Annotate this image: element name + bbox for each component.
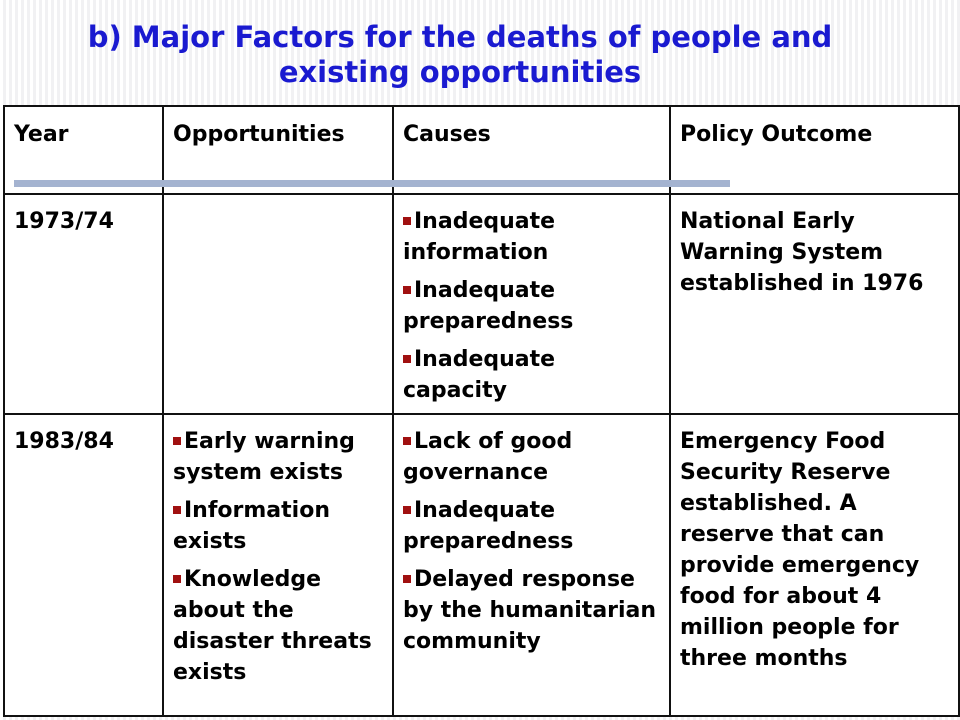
header-opportunities: Opportunities: [163, 106, 393, 194]
header-causes: Causes: [393, 106, 670, 194]
list-item: Inadequate preparedness: [403, 498, 574, 554]
square-bullet-icon: [403, 217, 411, 225]
square-bullet-icon: [403, 506, 411, 514]
square-bullet-icon: [403, 437, 411, 445]
factors-table: [3, 105, 960, 717]
causes-list: [403, 426, 661, 657]
cell-policy-outcome: National Early Warning System established in 1976: [670, 194, 959, 414]
cell-year: 1983/84: [4, 414, 163, 716]
list-item: Knowledge about the disaster threats exists: [173, 567, 372, 685]
list-item: Early warning system exists: [173, 429, 355, 485]
cell-year: 1973/74: [4, 194, 163, 414]
square-bullet-icon: [173, 506, 181, 514]
table-row: [4, 414, 959, 716]
slide-title: [0, 20, 920, 90]
square-bullet-icon: [173, 437, 181, 445]
list-item: Inadequate preparedness: [403, 278, 574, 334]
list-item: Information exists: [173, 498, 330, 554]
square-bullet-icon: [403, 355, 411, 363]
title-line-1: b) Major Factors for the deaths of people and: [87, 20, 833, 54]
list-item: Inadequate information: [403, 209, 556, 265]
cell-opportunities: [163, 414, 393, 716]
list-item: Lack of good governance: [403, 429, 573, 485]
title-line-2: existing opportunities: [278, 55, 642, 89]
list-item: Delayed response by the humanitarian community: [403, 567, 657, 654]
cell-causes: [393, 414, 670, 716]
square-bullet-icon: [403, 575, 411, 583]
cell-policy-outcome: Emergency Food Security Reserve established. A reserve that can provide emergency food for about 4 million people for three months: [670, 414, 959, 716]
list-item: Inadequate capacity: [403, 347, 556, 403]
header-year: Year: [4, 106, 163, 194]
square-bullet-icon: [173, 575, 181, 583]
opportunities-list: [173, 426, 384, 688]
table-row: [4, 194, 959, 414]
causes-list: [403, 206, 661, 406]
square-bullet-icon: [403, 286, 411, 294]
cell-opportunities: [163, 194, 393, 414]
header-underline-bar: [14, 180, 730, 187]
cell-causes: [393, 194, 670, 414]
header-policy-outcome: Policy Outcome: [670, 106, 959, 194]
